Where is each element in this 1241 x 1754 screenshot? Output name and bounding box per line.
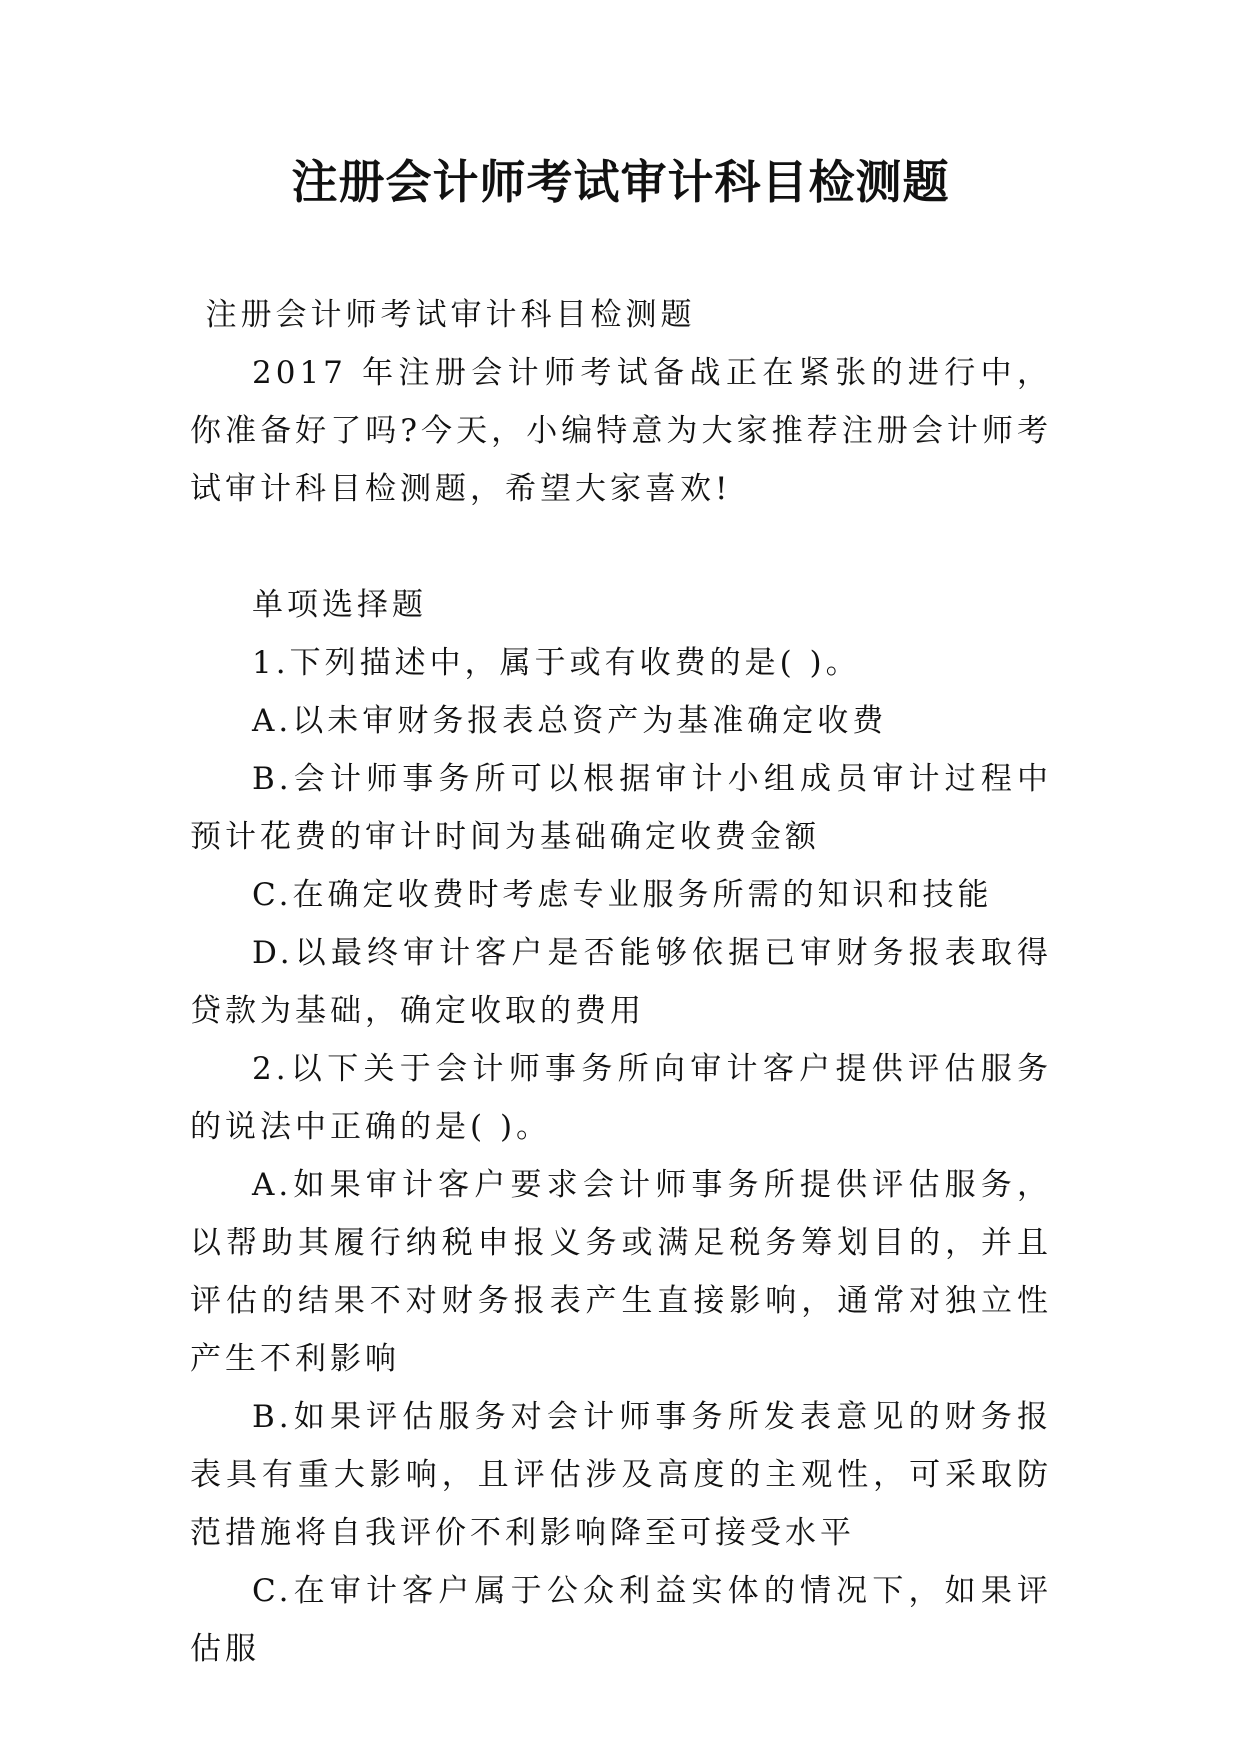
document-title: 注册会计师考试审计科目检测题 <box>291 155 950 209</box>
question-2-option-b: B.如果评估服务对会计师事务所发表意见的财务报表具有重大影响，且评估涉及高度的主观性，可采取防范措施将自我评价不利影响降至可接受水平 <box>190 1399 1052 1551</box>
document-subtitle: 注册会计师考试审计科目检测题 <box>205 297 696 333</box>
question-2-option-a: A.如果审计客户要求会计师事务所提供评估服务，以帮助其履行纳税申报义务或满足税务筹划目的，并且评估的结果不对财务报表产生直接影响，通常对独立性产生不利影响 <box>190 1167 1052 1377</box>
question-2-option-c: C.在审计客户属于公众利益实体的情况下，如果评估服 <box>190 1573 1052 1667</box>
question-2: 2.以下关于会计师事务所向审计客户提供评估服务的说法中正确的是( )。 <box>190 1051 1052 1145</box>
question-1-option-a: A.以未审财务报表总资产为基准确定收费 <box>252 703 888 739</box>
document-body <box>190 286 1052 1678</box>
question-1-option-d: D.以最终审计客户是否能够依据已审财务报表取得贷款为基础，确定收取的费用 <box>190 935 1052 1029</box>
section-heading: 单项选择题 <box>252 587 427 623</box>
question-1-option-c: C.在确定收费时考虑专业服务所需的知识和技能 <box>252 877 993 913</box>
question-1: 1.下列描述中，属于或有收费的是( )。 <box>252 645 861 681</box>
question-1-option-b: B.会计师事务所可以根据审计小组成员审计过程中预计花费的审计时间为基础确定收费金额 <box>190 761 1052 855</box>
intro-paragraph: 2017 年注册会计师考试备战正在紧张的进行中，你准备好了吗?今天，小编特意为大家推荐注册会计师考试审计科目检测题，希望大家喜欢! <box>190 355 1052 507</box>
